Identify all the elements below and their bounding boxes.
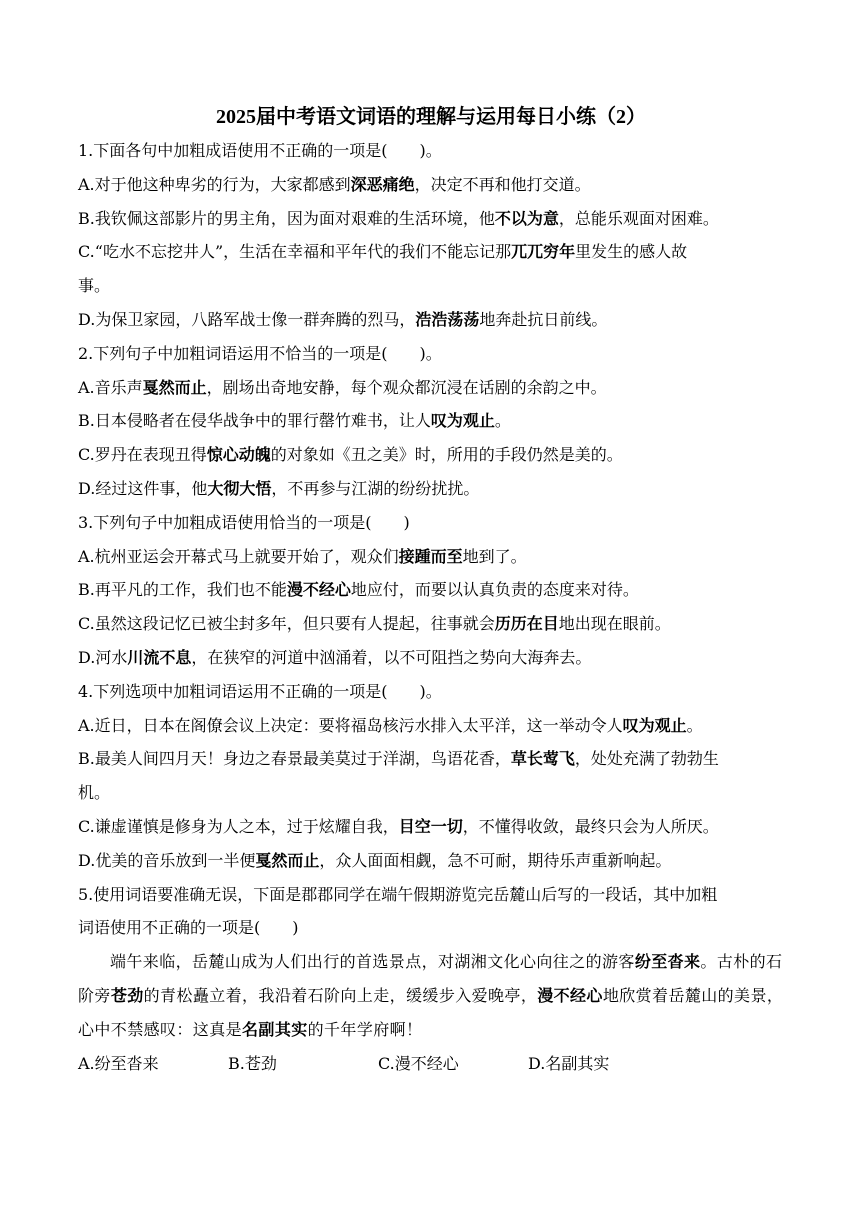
question-4-option-a: A.近日，日本在阁僚会议上决定：要将福岛核污水排入太平洋，这一举动令人叹为观止。 [78, 715, 703, 735]
question-5-stem-continued: 词语使用不正确的一项是( ) [78, 918, 299, 938]
question-4-option-b: B.最美人间四月天！身边之春景最美莫过于洋湖，鸟语花香，草长莺飞，处处充满了勃勃生 [78, 749, 719, 769]
question-3-option-c: C.虽然这段记忆已被尘封多年，但只要有人提起，往事就会历历在目地出现在眼前。 [78, 614, 671, 634]
question-4-option-d: D.优美的音乐放到一半便戛然而止，众人面面相觑，急不可耐，期待乐声重新响起。 [78, 850, 672, 870]
page-title: 2025届中考语文词语的理解与运用每日小练（2） [216, 106, 646, 128]
question-2-option-c: C.罗丹在表现丑得惊心动魄的对象如《丑之美》时，所用的手段仍然是美的。 [78, 445, 623, 465]
question-1-option-c: C.“吃水不忘挖井人”，生活在幸福和平年代的我们不能忘记那兀兀穷年里发生的感人故 [78, 242, 688, 262]
question-3-option-d: D.河水川流不息，在狭窄的河道中汹涌着，以不可阻挡之势向大海奔去。 [78, 647, 592, 667]
document-content [78, 102, 784, 1080]
question-5-option-b: B.苍劲 [228, 1053, 277, 1073]
question-3-option-a: A.杭州亚运会开幕式马上就要开始了，观众们接踵而至地到了。 [78, 546, 527, 566]
question-2-option-d: D.经过这件事，他大彻大悟，不再参与江湖的纷纷扰扰。 [78, 478, 480, 498]
question-5-option-a: A.纷至沓来 [78, 1053, 159, 1073]
question-1-option-d: D.为保卫家园，八路军战士像一群奔腾的烈马，浩浩荡荡地奔赴抗日前线。 [78, 309, 608, 329]
question-5-stem: 5.使用词语要准确无误，下面是郡郡同学在端午假期游览完岳麓山后写的一段话，其中加粗 [78, 884, 718, 904]
question-1-stem: 1.下面各句中加粗成语使用不正确的一项是( )。 [78, 141, 442, 160]
question-2-stem: 2.下列句子中加粗词语运用不恰当的一项是( )。 [78, 343, 442, 363]
question-5-option-c: C.漫不经心 [378, 1053, 459, 1073]
question-4-stem: 4.下列选项中加粗词语运用不正确的一项是( )。 [78, 681, 442, 701]
question-2-option-b: B.日本侵略者在侵华战争中的罪行罄竹难书，让人叹为观止。 [78, 411, 511, 431]
question-4-option-b-continued: 机。 [78, 783, 111, 803]
question-5-options [78, 1047, 784, 1081]
question-1-option-c-continued: 事。 [78, 276, 111, 296]
question-1-option-b: B.我钦佩这部影片的男主角，因为面对艰难的生活环境，他不以为意，总能乐观面对困难。 [78, 208, 719, 228]
question-3-stem: 3.下列句子中加粗成语使用恰当的一项是( ) [78, 512, 410, 532]
question-5-passage: 端午来临，岳麓山成为人们出行的首选景点，对湖湘文化心向往之的游客纷至沓来。古朴的石阶旁苍劲的青松矗立着，我沿着石阶向上走，缓缓步入爱晚亭，漫不经心地欣赏着岳麓山的美景，心中不禁感叹：这真是名副其实的千年学府啊！ [78, 952, 784, 1039]
question-3-option-b: B.再平凡的工作，我们也不能漫不经心地应付，而要以认真负责的态度来对待。 [78, 580, 639, 600]
question-5-option-d: D.名副其实 [528, 1053, 610, 1073]
question-2-option-a: A.音乐声戛然而止，剧场出奇地安静，每个观众都沉浸在话剧的余韵之中。 [78, 377, 607, 397]
question-1-option-a: A.对于他这种卑劣的行为，大家都感到深恶痛绝，决定不再和他打交道。 [78, 174, 591, 194]
question-4-option-c: C.谦虚谨慎是修身为人之本，过于炫耀自我，目空一切，不懂得收敛，最终只会为人所厌。 [78, 816, 719, 836]
